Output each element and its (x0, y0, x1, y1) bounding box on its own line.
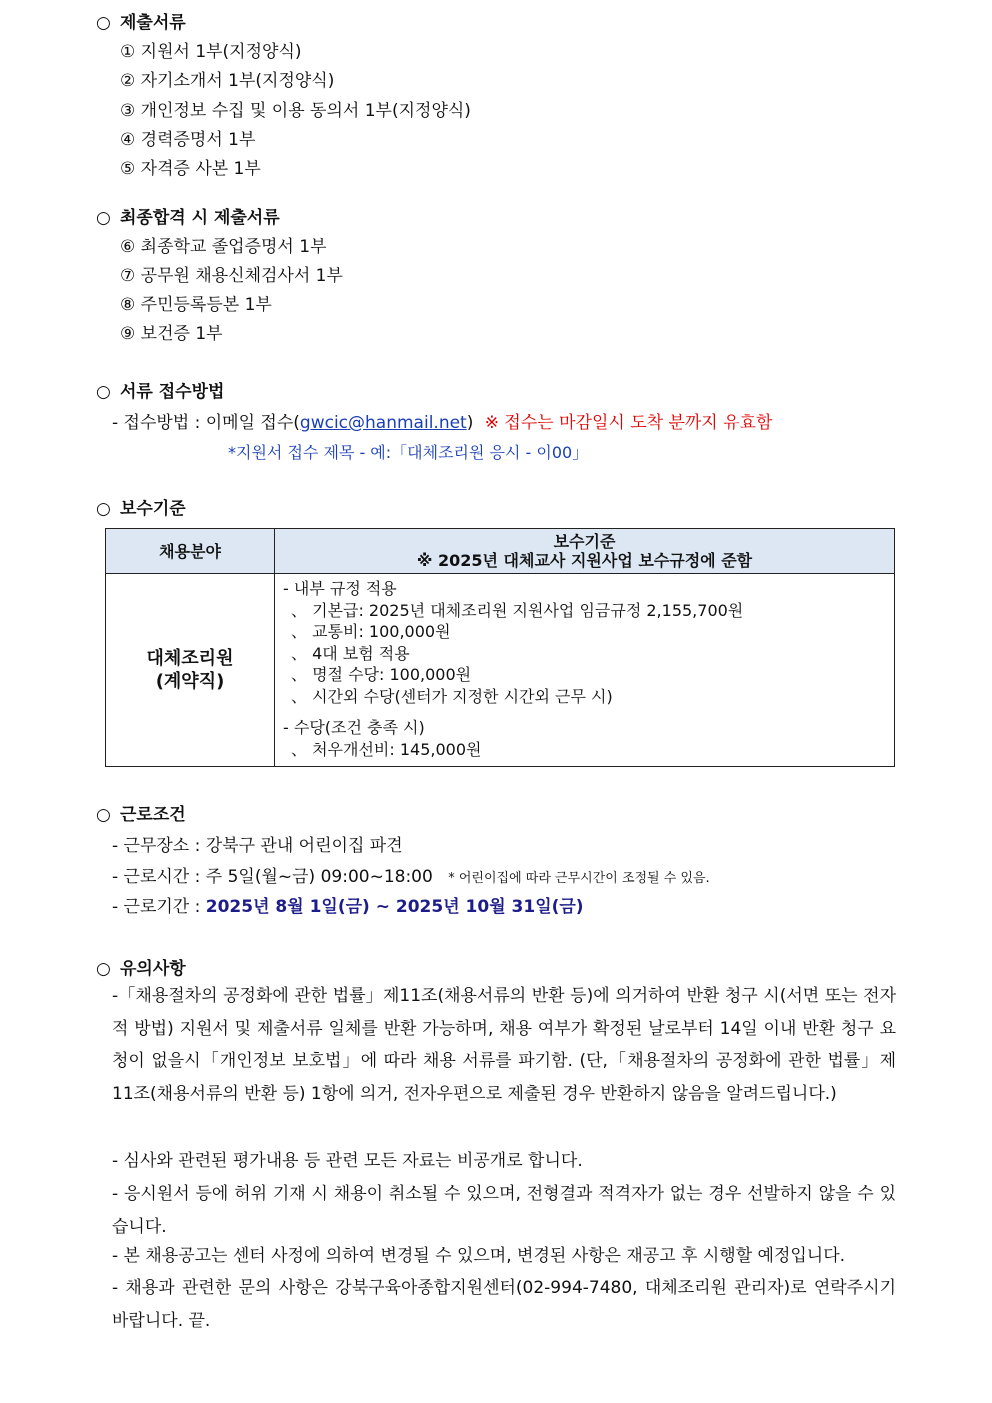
section-title-work: ○ 근로조건 (96, 805, 186, 825)
circle-bullet-icon: ○ (96, 208, 111, 228)
pay-header-field: 채용분야 (106, 529, 275, 574)
pay-table (105, 528, 895, 767)
circle-bullet-icon: ○ (96, 805, 111, 825)
notice-paragraph-2: - 심사와 관련된 평가내용 등 관련 모든 자료는 비공개로 합니다. (112, 1151, 583, 1171)
section-title-receipt: ○ 서류 접수방법 (96, 382, 225, 402)
docs-item: ② 자기소개서 1부(지정양식) (120, 71, 335, 91)
final-docs-item: ⑥ 최종학교 졸업증명서 1부 (120, 237, 327, 257)
pay-standard-cell: - 내부 규정 적용 、 기본급: 2025년 대체조리원 지원사업 임금규정 2,155,700원 、 교통비: 100,000원 、 4대 보험 적용 、 명절 수당: 100,000원 、 시간외 수당(센터가 지정한 시간외 근무 시) - 수당(조건 충족 시) 、 처우개선비: 145,000원 (275, 574, 895, 767)
pay-header-standard: 보수기준 ※ 2025년 대체교사 지원사업 보수규정에 준함 (275, 529, 895, 574)
final-docs-item: ⑧ 주민등록등본 1부 (120, 295, 272, 315)
circle-bullet-icon: ○ (96, 382, 111, 402)
work-period: - 근로기간 : 2025년 8월 1일(금) ~ 2025년 10월 31일(금) (112, 897, 584, 917)
notice-paragraph-5: - 채용과 관련한 문의 사항은 강북구육아종합지원센터(02-994-7480, 대체조리원 관리자)로 연락주시기 바랍니다. 끝. (112, 1278, 896, 1331)
section-title-notice: ○ 유의사항 (96, 959, 186, 979)
docs-item: ① 지원서 1부(지정양식) (120, 42, 302, 62)
section-title-final-docs: ○ 최종합격 시 제출서류 (96, 208, 280, 228)
docs-item: ⑤ 자격증 사본 1부 (120, 159, 261, 179)
receipt-subject-note: *지원서 접수 제목 - 예:「대체조리원 응시 - 이00」 (228, 443, 589, 462)
pay-field-cell: 대체조리원 (계약직) (106, 574, 275, 767)
final-docs-item: ⑦ 공무원 채용신체검사서 1부 (120, 266, 343, 286)
work-hours-note: * 어린이집에 따라 근무시간이 조정될 수 있음. (448, 871, 710, 886)
section-title-pay: ○ 보수기준 (96, 499, 186, 519)
section-title-docs: ○ 제출서류 (96, 13, 186, 33)
docs-item: ③ 개인정보 수집 및 이용 동의서 1부(지정양식) (120, 101, 471, 121)
work-place: - 근무장소 : 강북구 관내 어린이집 파견 (112, 836, 403, 856)
notice-paragraph-4: - 본 채용공고는 센터 사정에 의하여 변경될 수 있으며, 변경된 사항은 재공고 후 시행할 예정입니다. (112, 1246, 846, 1266)
circle-bullet-icon: ○ (96, 499, 111, 519)
pay-table-row (106, 574, 895, 767)
notice-paragraph-3: - 응시원서 등에 허위 기재 시 채용이 취소될 수 있으며, 전형결과 적격자가 없는 경우 선발하지 않을 수 있습니다. (112, 1184, 896, 1237)
work-hours: - 근로시간 : 주 5일(월~금) 09:00~18:00 * 어린이집에 따라 근무시간이 조정될 수 있음. (112, 867, 710, 887)
email-link[interactable]: gwcic@hanmail.net (299, 413, 467, 433)
final-docs-item: ⑨ 보건증 1부 (120, 324, 223, 344)
docs-item: ④ 경력증명서 1부 (120, 130, 256, 150)
receipt-method: - 접수방법 : 이메일 접수(gwcic@hanmail.net) ※ 접수는 마감일시 도착 분까지 유효함 (112, 413, 773, 433)
circle-bullet-icon: ○ (96, 13, 111, 33)
circle-bullet-icon: ○ (96, 959, 111, 979)
work-period-value: 2025년 8월 1일(금) ~ 2025년 10월 31일(금) (205, 897, 584, 917)
pay-table-header (106, 529, 895, 574)
receipt-deadline-note: ※ 접수는 마감일시 도착 분까지 유효함 (484, 413, 773, 433)
notice-paragraph-1: -「채용절차의 공정화에 관한 법률」제11조(채용서류의 반환 등)에 의거하여 반환 청구 시(서면 또는 전자적 방법) 지원서 및 제출서류 일체를 반환 가능하며, 채용 여부가 확정된 날로부터 14일 이내 반환 청구 요청이 없을시「개인정보 보호법」에 따라 채용 서류를 파기함. (단,「채용절차의 공정화에 관한 법률」제11조(채용서류의 반환 등) 1항에 의거, 전자우편으로 제출된 경우 반환하지 않음을 알려드립니다.) (112, 986, 896, 1104)
